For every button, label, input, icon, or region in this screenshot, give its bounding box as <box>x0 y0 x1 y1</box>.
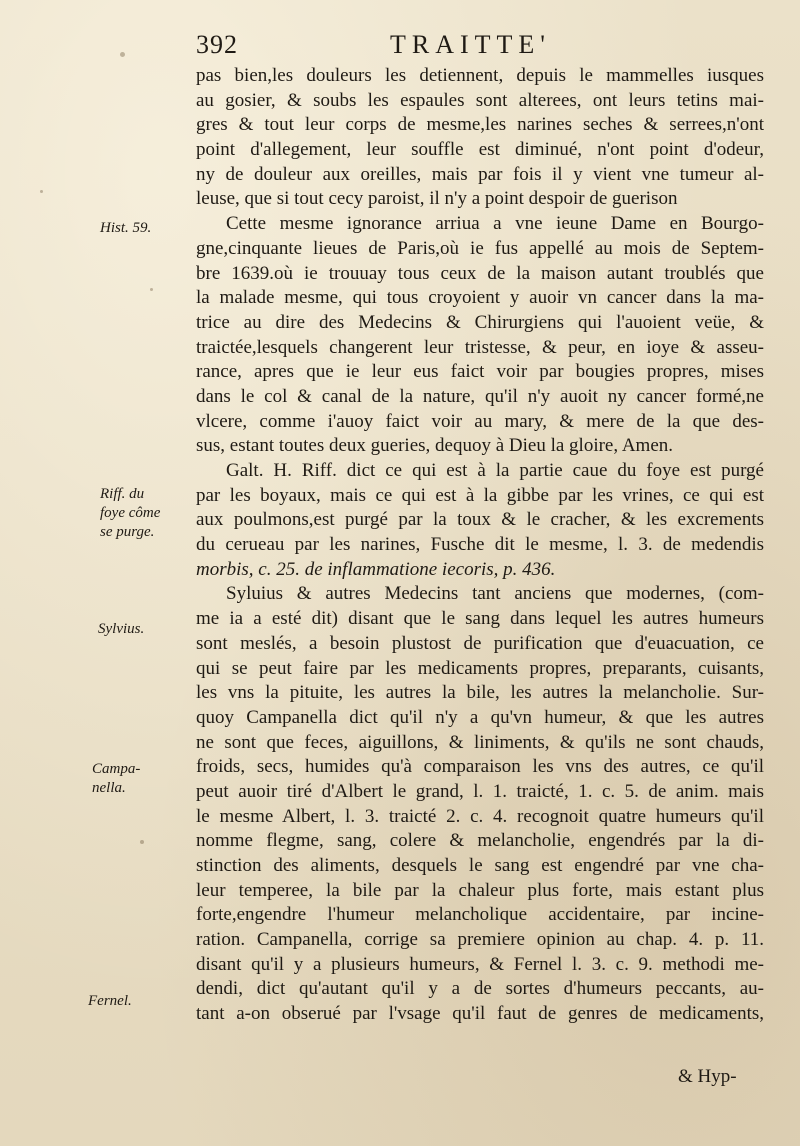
page-number: 392 <box>196 30 238 59</box>
text-line: leur temperee, la bile par la chaleur plus forte, mais estant plus <box>196 879 764 901</box>
text-line: gne,cinquante lieues de Paris,où ie fus appellé au mois de Septem- <box>196 237 764 259</box>
ink-spot <box>120 52 125 57</box>
ink-spot <box>140 840 144 844</box>
text-line: bre 1639.où ie trouuay tous ceux de la maison autant troublés que <box>196 262 764 284</box>
text-line: disant qu'il y a plusieurs humeurs, & Fernel l. 3. c. 9. methodi me- <box>196 953 764 975</box>
text-line: vlcere, comme i'auoy faict voir au mary, & mere de la que des- <box>196 410 764 432</box>
text-line: stinction des aliments, desquels le sang est engendré par vne cha- <box>196 855 764 876</box>
ink-spot <box>40 190 43 193</box>
text-line: gres & tout leur corps de mesme,les narines seches & serrees,n'ont <box>196 114 764 136</box>
text-line: Cette mesme ignorance arriua a vne ieune Dame en Bourgo- <box>226 213 764 235</box>
text-line: quoy Campanella dict qu'il n'y a qu'vn humeur, & que les autres <box>196 706 764 728</box>
page-header <box>190 30 780 64</box>
margin-note-line: Sylvius. <box>98 621 145 637</box>
text-line: les vns la pituite, les autres la bile, les autres la melancholie. Sur- <box>196 682 764 704</box>
text-line: Galt. H. Riff. dict ce qui est à la partie caue du foye est purgé <box>226 460 764 481</box>
margin-note-line: se purge. <box>100 524 155 540</box>
text-line: qui se peut faire par les medicaments propres, preparants, cuisants, <box>196 657 764 679</box>
margin-note-line: nella. <box>92 780 126 796</box>
text-line: traictée,lesquels changerent leur tristesse, & peur, en ioye & asseu- <box>196 336 764 358</box>
text-line: leuse, que si tout cecy paroist, il n'y a point despoir de guerison <box>196 188 678 210</box>
margin-note-sylvius <box>98 620 198 639</box>
text-line: aux poulmons,est purgé par la toux & le cracher, & les excrements <box>196 509 764 531</box>
margin-note-line: Fernel. <box>88 993 132 1009</box>
text-line: le mesme Albert, l. 3. traicté 2. c. 4. recognoit quatre humeurs qu'il <box>196 805 764 827</box>
margin-note-hist <box>100 219 200 238</box>
margin-note-line: Hist. 59. <box>100 220 152 236</box>
margin-note-line: Campa- <box>92 761 141 777</box>
text-line: morbis, c. 25. de inflammatione iecoris, p. 436. <box>196 558 556 580</box>
text-line: froids, secs, humides qu'à comparaison les vns des autres, ce qu'il <box>196 756 764 778</box>
text-line: peut auoir tiré d'Albert le grand, l. 1. traicté, 1. c. 5. de anim. mais <box>196 780 764 802</box>
margin-note-line: Riff. du <box>100 486 145 502</box>
running-title: TRAITTE' <box>390 30 551 59</box>
text-line: au gosier, & soubs les espaules sont alterees, ont leurs tetins mai- <box>196 89 764 111</box>
text-line: sus, estant toutes deux gueries, dequoy à Dieu la gloire, Amen. <box>196 435 674 457</box>
text-line: du cerueau par les narines, Fusche dit le mesme, l. 3. de medendis <box>196 534 764 556</box>
text-line: trice au dire des Medecins & Chirurgiens qui l'auoient veüe, & <box>196 311 764 333</box>
text-line: Syluius & autres Medecins tant anciens que modernes, (com- <box>226 583 764 605</box>
text-line: nomme flegme, sang, colere & melancholie, engendrés par la di- <box>196 830 764 852</box>
margin-note-fernel <box>88 992 188 1011</box>
text-line: me ia a esté dit) disant que le sang dans lequel les autres humeurs <box>196 608 764 630</box>
text-line: par les boyaux, mais ce qui est à la gibbe par les vrines, ce qui est <box>196 484 764 506</box>
text-line: ration. Campanella, corrige sa premiere opinion au chap. 4. p. 11. <box>196 929 764 951</box>
margin-note-line: foye côme <box>100 505 161 521</box>
text-line: tant a-on obserué par l'vsage qu'il faut de genres de medicaments, <box>196 1003 764 1025</box>
text-line: sont meslés, a besoin plustost de purification que d'euacuation, ce <box>196 632 764 654</box>
text-line: la malade mesme, qui tous croyoient y auoir vn cancer dans la ma- <box>196 287 764 309</box>
ink-spot <box>150 288 153 291</box>
text-line: rance, apres que ie leur eus faict voir par bougies propres, mises <box>196 361 764 383</box>
text-line: dendi, dict qu'autant qu'il y a de sortes d'humeurs peccants, au- <box>196 978 764 1000</box>
catchword: & Hyp- <box>678 1066 737 1087</box>
margin-note-riff <box>100 485 200 542</box>
text-line: ne sont que feces, aiguillons, & liniments, & qu'ils ne sont chauds, <box>196 731 764 753</box>
body-text <box>196 64 764 1027</box>
text-line: forte,engendre l'humeur melancholique accidentaire, par incine- <box>196 904 764 926</box>
margin-note-campanella <box>92 760 192 798</box>
text-line: ny de douleur aux oreilles, mais par fois il y vient vne tumeur al- <box>196 163 764 185</box>
text-line: pas bien,les douleurs les detiennent, depuis le mammelles iusques <box>196 65 764 86</box>
text-line: dans le col & canal de la nature, qu'il n'y auoit ny cancer formé,ne <box>196 385 764 407</box>
text-line: point d'allegement, leur souffle est diminué, n'ont point d'odeur, <box>196 139 764 161</box>
